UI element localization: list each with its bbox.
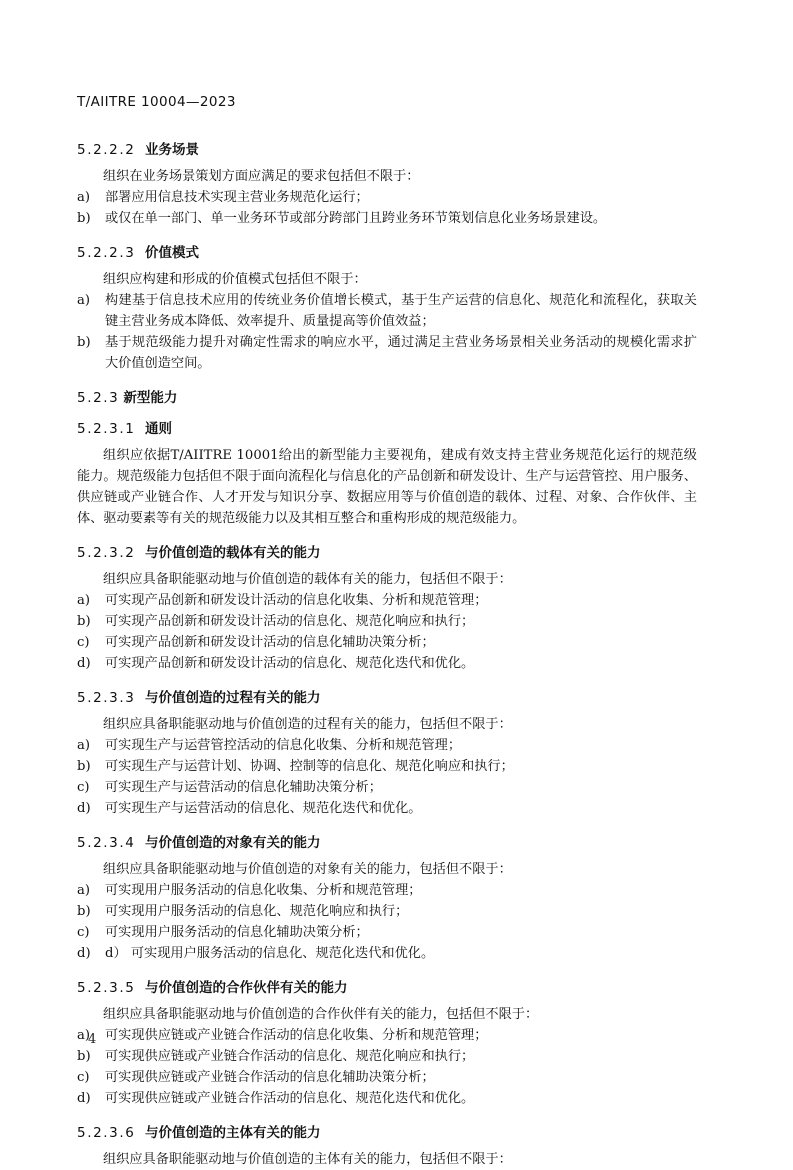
- list-item-text: d） 可实现用户服务活动的信息化、规范化迭代和优化。: [105, 946, 435, 961]
- section-number: 5.2.3.1: [77, 421, 136, 437]
- list-item-marker: c): [77, 925, 90, 940]
- list-item-text: 可实现供应链或产业链合作活动的信息化、规范化响应和执行；: [105, 1049, 475, 1064]
- section-title: 与价值创造的载体有关的能力: [145, 545, 321, 561]
- list-item-text: 可实现供应链或产业链合作活动的信息化辅助决策分析；: [105, 1070, 435, 1085]
- list-item-text: 可实现用户服务活动的信息化收集、分析和规范管理；: [105, 883, 422, 898]
- list-item: [77, 1025, 697, 1046]
- document-body: [77, 126, 697, 1170]
- list-item: [77, 943, 697, 964]
- section-intro-paragraph: 组织在业务场景策划方面应满足的要求包括但不限于：: [103, 169, 420, 184]
- section-heading: [77, 831, 697, 850]
- list-item-marker: b): [77, 1049, 91, 1064]
- standard-code-header: T/AIITRE 10004—2023: [77, 94, 236, 110]
- list-item: [77, 880, 697, 901]
- list-item-text: 可实现用户服务活动的信息化、规范化响应和执行；: [105, 904, 409, 919]
- list-item: [77, 290, 697, 332]
- section-title: 与价值创造的对象有关的能力: [145, 835, 321, 851]
- list-item-text: 或仅在单一部门、单一业务环节或部分跨部门且跨业务环节策划信息化业务场景建设。: [105, 211, 607, 226]
- list-item: [77, 922, 697, 943]
- list-item-text: 可实现产品创新和研发设计活动的信息化、规范化响应和执行；: [105, 614, 475, 629]
- list-item-marker: c): [77, 780, 90, 795]
- list-item: [77, 187, 697, 208]
- list-item-text: 可实现供应链或产业链合作活动的信息化、规范化迭代和优化。: [105, 1091, 475, 1106]
- list-item: [77, 208, 697, 229]
- section-heading: [77, 686, 697, 705]
- list-item: [77, 653, 697, 674]
- list-item-text: 可实现产品创新和研发设计活动的信息化、规范化迭代和优化。: [105, 656, 475, 671]
- list-item-text: 可实现产品创新和研发设计活动的信息化辅助决策分析；: [105, 635, 435, 650]
- section-number: 5.2.3.3: [77, 690, 136, 706]
- list-item: [77, 1046, 697, 1067]
- list-item: [77, 901, 697, 922]
- list-item-text: 基于规范级能力提升对确定性需求的响应水平，通过满足主营业务场景相关业务活动的规模化需求扩大价值创造空间。: [105, 335, 697, 371]
- list-item-marker: a): [77, 190, 91, 205]
- section-intro-paragraph: 组织应具备职能驱动地与价值创造的载体有关的能力，包括但不限于：: [103, 572, 512, 587]
- list-item-marker: d): [77, 1091, 91, 1106]
- section-title: 业务场景: [145, 142, 199, 158]
- section-intro-paragraph: 组织应依据T/AIITRE 10001给出的新型能力主要视角，建成有效支持主营业务规范化运行的规范级能力。规范级能力包括但不限于面向流程化与信息化的产品创新和研发设计、生产与运营管控、用户服务、供应链或产业链合作、人才开发与知识分享、数据应用等与价值创造的载体、过程、对象、合作伙伴、主体、驱动要素等有关的规范级能力以及其相互整合和重构形成的规范级能力。: [77, 448, 697, 526]
- section-heading: [77, 976, 697, 995]
- section-heading: [77, 138, 697, 157]
- list-item: [77, 590, 697, 611]
- section-title: 通则: [145, 421, 172, 437]
- section-heading: [77, 1121, 697, 1140]
- list-item: [77, 1088, 697, 1109]
- section-title: 新型能力: [123, 390, 178, 406]
- list-item-text: 可实现产品创新和研发设计活动的信息化收集、分析和规范管理；: [105, 593, 488, 608]
- section-title: 与价值创造的合作伙伴有关的能力: [145, 980, 348, 996]
- section-title: 价值模式: [145, 245, 199, 261]
- list-item-marker: b): [77, 759, 91, 774]
- list-item-marker: b): [77, 211, 91, 226]
- list-item: [77, 632, 697, 653]
- list-item-marker: b): [77, 614, 91, 629]
- list-item-marker: a): [77, 883, 91, 898]
- list-item-marker: a): [77, 738, 91, 753]
- list-item-marker: d): [77, 656, 91, 671]
- list-item-text: 可实现生产与运营活动的信息化、规范化迭代和优化。: [105, 801, 422, 816]
- list-item: [77, 777, 697, 798]
- section-intro-paragraph: 组织应具备职能驱动地与价值创造的主体有关的能力，包括但不限于：: [103, 1152, 512, 1167]
- list-item-marker: a): [77, 293, 91, 308]
- list-item: [77, 756, 697, 777]
- list-item-text: 构建基于信息技术应用的传统业务价值增长模式，基于生产运营的信息化、规范化和流程化，获取关键主营业务成本降低、效率提升、质量提高等价值效益；: [105, 293, 697, 329]
- section-number: 5.2.2.2: [77, 142, 136, 158]
- list-item: [77, 798, 697, 819]
- section-number: 5.2.3.2: [77, 545, 136, 561]
- list-item: [77, 611, 697, 632]
- section-intro-paragraph: 组织应具备职能驱动地与价值创造的对象有关的能力，包括但不限于：: [103, 862, 512, 877]
- section-intro-paragraph: 组织应具备职能驱动地与价值创造的过程有关的能力，包括但不限于：: [103, 717, 512, 732]
- list-item: [77, 332, 697, 374]
- list-item-marker: a): [77, 593, 91, 608]
- page-number: 4: [88, 1032, 97, 1047]
- section-number: 5.2.3.4: [77, 835, 136, 851]
- list-item-marker: d): [77, 801, 91, 816]
- list-item-text: 可实现用户服务活动的信息化辅助决策分析；: [105, 925, 369, 940]
- list-item-marker: d): [77, 946, 91, 961]
- section-heading: [77, 241, 697, 260]
- section-title: 与价值创造的主体有关的能力: [145, 1125, 321, 1141]
- list-item-marker: b): [77, 335, 91, 350]
- list-item-marker: b): [77, 904, 91, 919]
- section-heading: [77, 417, 697, 436]
- section-intro-paragraph: 组织应具备职能驱动地与价值创造的合作伙伴有关的能力，包括但不限于：: [103, 1007, 539, 1022]
- list-item-text: 部署应用信息技术实现主营业务规范化运行；: [105, 190, 369, 205]
- section-number: 5.2.3.5: [77, 980, 136, 996]
- list-item: [77, 1067, 697, 1088]
- list-item-text: 可实现生产与运营活动的信息化辅助决策分析；: [105, 780, 382, 795]
- list-item-marker: a): [77, 1028, 91, 1043]
- list-item: [77, 735, 697, 756]
- list-item-text: 可实现生产与运营计划、协调、控制等的信息化、规范化响应和执行；: [105, 759, 514, 774]
- section-heading: [77, 541, 697, 560]
- list-item-marker: c): [77, 1070, 90, 1085]
- section-number: 5.2.3.6: [77, 1125, 136, 1141]
- section-number: 5.2.3: [77, 390, 120, 406]
- list-item-text: 可实现供应链或产业链合作活动的信息化收集、分析和规范管理；: [105, 1028, 488, 1043]
- section-heading: [77, 386, 697, 405]
- list-item-marker: c): [77, 635, 90, 650]
- section-intro-paragraph: 组织应构建和形成的价值模式包括但不限于：: [103, 272, 367, 287]
- section-number: 5.2.2.3: [77, 245, 136, 261]
- list-item-text: 可实现生产与运营管控活动的信息化收集、分析和规范管理；: [105, 738, 462, 753]
- section-title: 与价值创造的过程有关的能力: [145, 690, 321, 706]
